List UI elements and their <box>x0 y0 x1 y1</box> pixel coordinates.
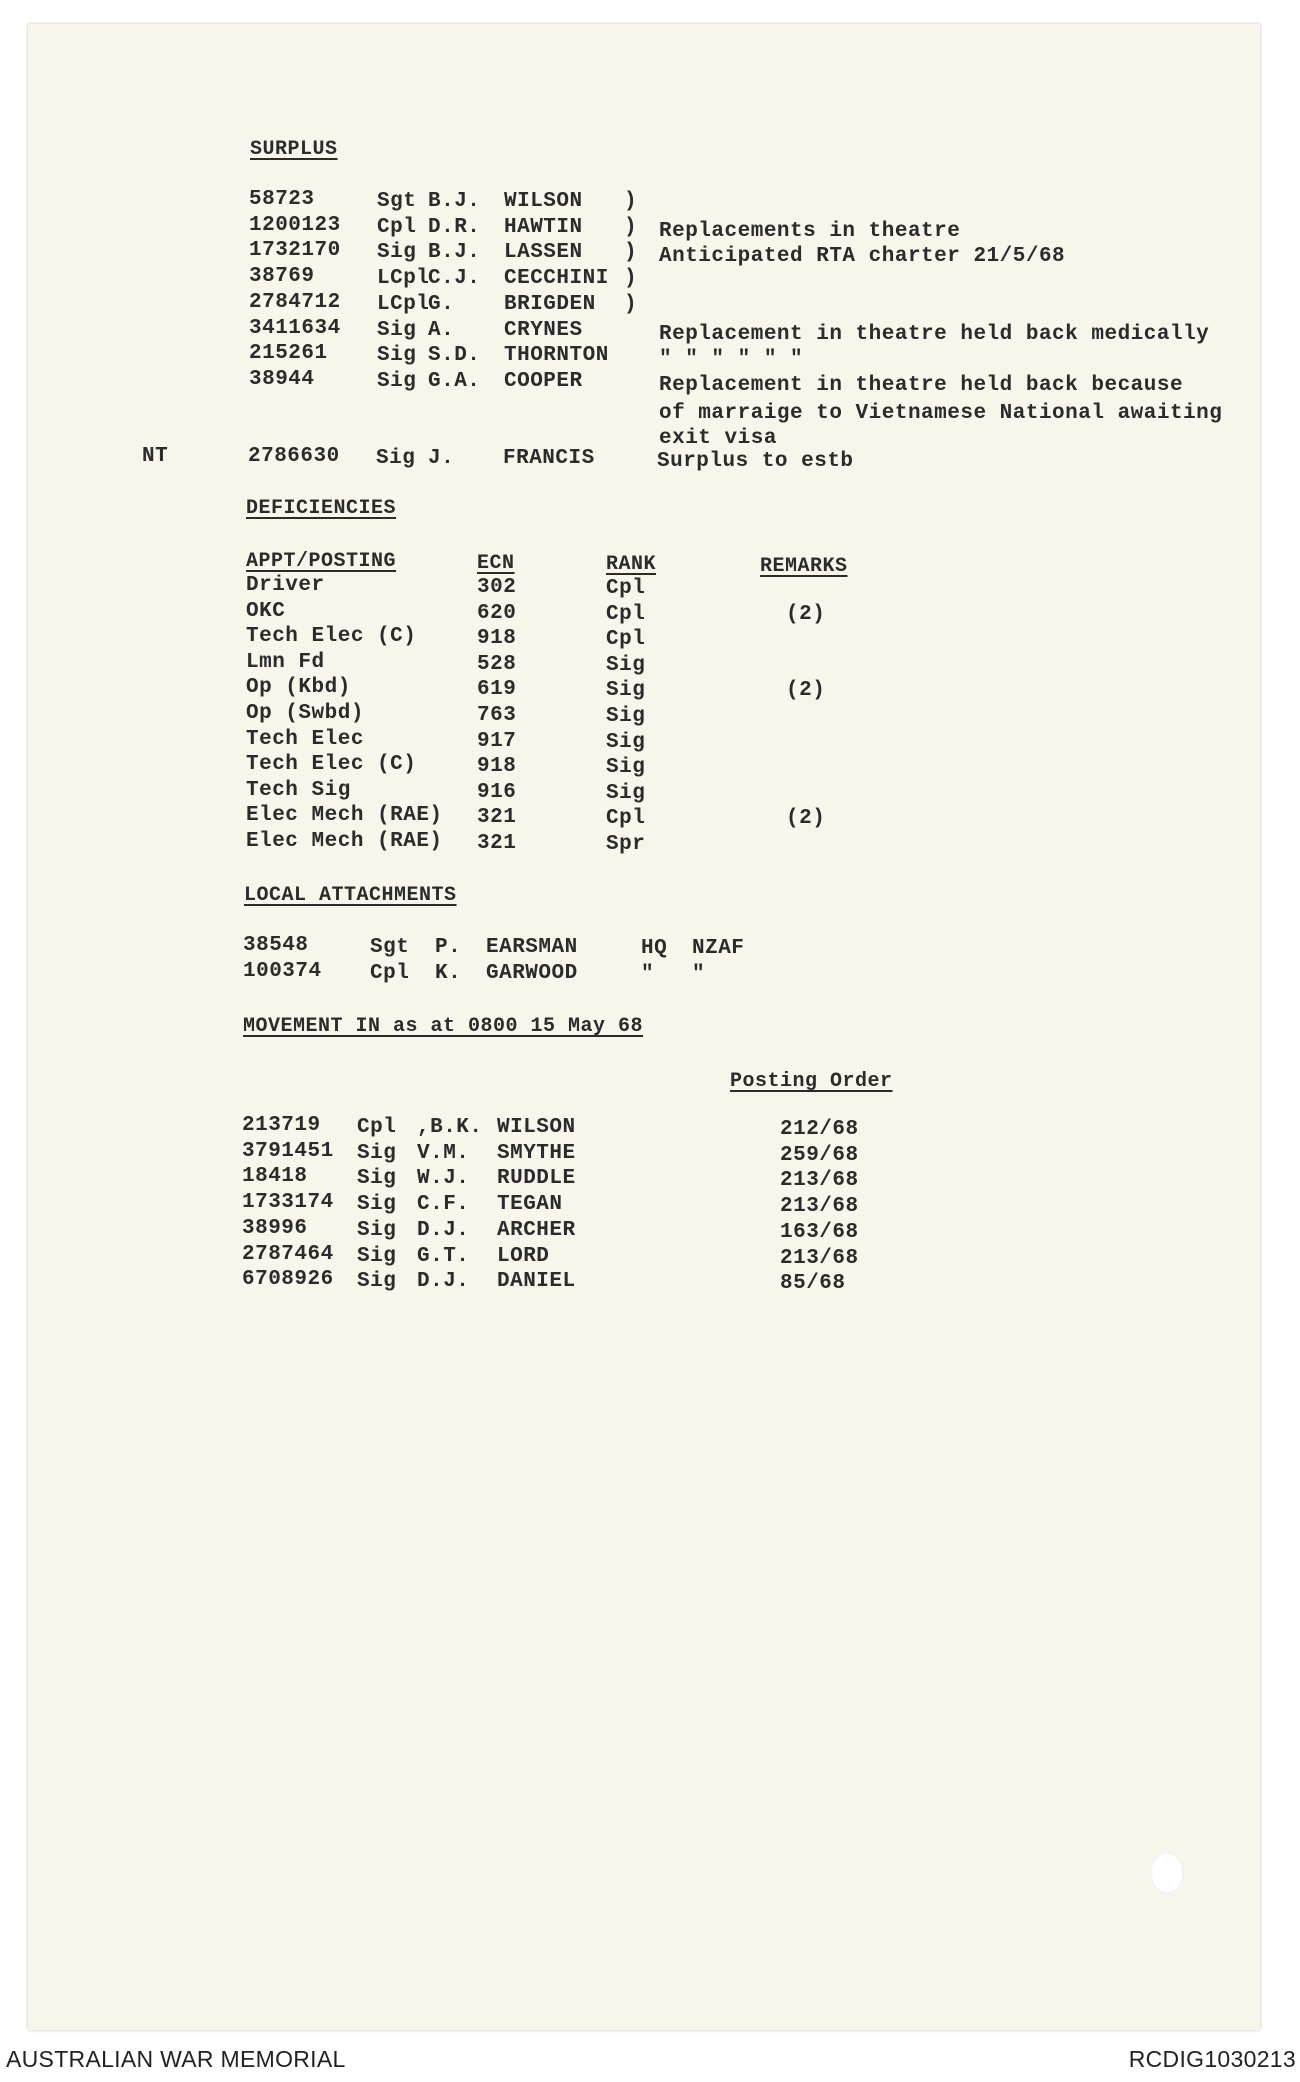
appt-posting: Elec Mech (RAE) <box>246 830 443 853</box>
rank: Sig <box>357 1270 397 1293</box>
rank: Spr <box>606 833 646 856</box>
surname: COOPER <box>504 370 583 393</box>
surname: GARWOOD <box>486 962 578 985</box>
col-header-ecn: ECN <box>477 552 515 575</box>
rank: Cpl <box>606 807 646 830</box>
appt-posting: Tech Elec (C) <box>246 753 417 776</box>
surname: EARSMAN <box>486 936 578 959</box>
rank: Sig <box>606 756 646 779</box>
surname: DANIEL <box>497 1270 576 1293</box>
rank: Sig <box>357 1219 397 1242</box>
rank: Sig <box>606 705 646 728</box>
ecn: 528 <box>477 653 517 676</box>
initials: D.J. <box>417 1219 470 1242</box>
remark: (2) <box>786 603 826 626</box>
service-number: 38548 <box>243 934 309 957</box>
service-number: 38944 <box>249 368 315 391</box>
appt-posting: Lmn Fd <box>246 651 325 674</box>
surname: CECCHINI <box>504 267 609 290</box>
surname: BRIGDEN <box>504 293 596 316</box>
col-header-rank: RANK <box>606 553 657 576</box>
service-number: 2784712 <box>249 291 341 314</box>
surname: HAWTIN <box>504 216 583 239</box>
service-number: 213719 <box>242 1114 321 1137</box>
ecn: 918 <box>477 627 517 650</box>
rank: Sig <box>377 370 417 393</box>
local-attachments-heading: LOCAL ATTACHMENTS <box>244 884 457 907</box>
rank: Cpl <box>606 628 646 651</box>
rank: Sig <box>377 344 417 367</box>
service-number: 1732170 <box>249 239 341 262</box>
deficiencies-heading: DEFICIENCIES <box>246 497 397 520</box>
service-number: 1200123 <box>249 214 341 237</box>
punch-hole <box>1150 1852 1184 1894</box>
ecn: 620 <box>477 602 517 625</box>
initials: D.J. <box>417 1270 470 1293</box>
service-number: 2787464 <box>242 1243 334 1266</box>
rank: Sig <box>357 1193 397 1216</box>
rank: Cpl <box>606 577 646 600</box>
posting-order: 213/68 <box>780 1195 859 1218</box>
force: " <box>692 963 706 986</box>
col-header-appt: APPT/POSTING <box>246 550 397 573</box>
surname: WILSON <box>504 190 583 213</box>
remark: Replacements in theatre <box>659 220 961 243</box>
surname: TEGAN <box>497 1193 563 1216</box>
bracket: ) <box>624 293 638 316</box>
rank: Sig <box>357 1142 397 1165</box>
rank: Cpl <box>370 962 410 985</box>
bracket: ) <box>624 267 638 290</box>
surname: CRYNES <box>504 319 583 342</box>
rank: LCpl <box>377 293 430 316</box>
initials: G. <box>428 293 455 316</box>
posting-order: 85/68 <box>780 1272 846 1295</box>
appt-posting: Tech Elec <box>246 728 364 751</box>
rank: Sig <box>357 1245 397 1268</box>
force: NZAF <box>692 937 745 960</box>
surplus-cooper-remark-cont: exit visa <box>659 427 777 450</box>
rank: Cpl <box>377 216 417 239</box>
ecn: 763 <box>477 704 517 727</box>
initials: B.J. <box>428 241 481 264</box>
surname: LASSEN <box>504 241 583 264</box>
ecn: 918 <box>477 755 517 778</box>
rank: Sgt <box>370 936 410 959</box>
appt-posting: Driver <box>246 574 325 597</box>
remark: Replacement in theatre held back because <box>659 374 1184 397</box>
rank: Sig <box>357 1167 397 1190</box>
appt-posting: Elec Mech (RAE) <box>246 804 443 827</box>
service-number: 38996 <box>242 1217 308 1240</box>
surname: FRANCIS <box>503 447 595 470</box>
surname: RUDDLE <box>497 1167 576 1190</box>
service-number: 6708926 <box>242 1268 334 1291</box>
bracket: ) <box>624 216 638 239</box>
posting-order: 212/68 <box>780 1118 859 1141</box>
rank: Sig <box>377 241 417 264</box>
appt-posting: Op (Swbd) <box>246 702 364 725</box>
rank: Sgt <box>377 190 417 213</box>
service-number: 100374 <box>243 960 322 983</box>
surname: SMYTHE <box>497 1142 576 1165</box>
initials: D.R. <box>428 216 481 239</box>
rank: Sig <box>606 782 646 805</box>
appt-posting: Op (Kbd) <box>246 676 351 699</box>
footer-catalogue-id: RCDIG1030213 <box>1128 2046 1296 2072</box>
service-number: 18418 <box>242 1165 308 1188</box>
surname: THORNTON <box>504 344 609 367</box>
initials: C.J. <box>428 267 481 290</box>
initials: J. <box>428 447 455 470</box>
bracket: ) <box>624 190 638 213</box>
surplus-cooper-remark-cont: of marraige to Vietnamese National awaiting <box>659 402 1223 425</box>
surplus-heading: SURPLUS <box>250 138 338 161</box>
remark: (2) <box>786 807 826 830</box>
service-number: 1733174 <box>242 1191 334 1214</box>
margin-note: NT <box>142 445 169 468</box>
posting-order: 213/68 <box>780 1169 859 1192</box>
service-number: 2786630 <box>248 445 340 468</box>
ecn: 321 <box>477 832 517 855</box>
initials: A. <box>428 319 455 342</box>
remark: Anticipated RTA charter 21/5/68 <box>659 245 1066 268</box>
initials: K. <box>435 962 462 985</box>
rank: Sig <box>606 679 646 702</box>
rank: Sig <box>377 319 417 342</box>
unit: HQ <box>641 937 668 960</box>
remark: Replacement in theatre held back medically <box>659 323 1210 346</box>
appt-posting: Tech Sig <box>246 779 351 802</box>
posting-order: 163/68 <box>780 1221 859 1244</box>
rank: Sig <box>376 447 416 470</box>
ecn: 916 <box>477 781 517 804</box>
initials: V.M. <box>417 1142 470 1165</box>
movement-in-heading: MOVEMENT IN as at 0800 15 May 68 <box>243 1015 644 1038</box>
col-header-remarks: REMARKS <box>760 555 848 578</box>
rank: Cpl <box>606 603 646 626</box>
rank: LCpl <box>377 267 430 290</box>
initials: G.A. <box>428 370 481 393</box>
remark: " " " " " " <box>659 348 804 371</box>
initials: P. <box>435 936 462 959</box>
bracket: ) <box>624 241 638 264</box>
service-number: 38769 <box>249 265 315 288</box>
rank: Cpl <box>357 1116 397 1139</box>
surname: ARCHER <box>497 1219 576 1242</box>
rank: Sig <box>606 654 646 677</box>
initials: ,B.K. <box>417 1116 483 1139</box>
appt-posting: Tech Elec (C) <box>246 625 417 648</box>
service-number: 58723 <box>249 188 315 211</box>
service-number: 3791451 <box>242 1140 334 1163</box>
service-number: 3411634 <box>249 317 341 340</box>
initials: G.T. <box>417 1245 470 1268</box>
ecn: 619 <box>477 678 517 701</box>
initials: W.J. <box>417 1167 470 1190</box>
remark: Surplus to estb <box>657 450 854 473</box>
posting-order: 259/68 <box>780 1144 859 1167</box>
ecn: 917 <box>477 730 517 753</box>
service-number: 215261 <box>249 342 328 365</box>
rank: Sig <box>606 731 646 754</box>
ecn: 302 <box>477 576 517 599</box>
initials: S.D. <box>428 344 481 367</box>
surname: LORD <box>497 1245 550 1268</box>
unit: " <box>641 963 655 986</box>
initials: B.J. <box>428 190 481 213</box>
ecn: 321 <box>477 806 517 829</box>
posting-order: 213/68 <box>780 1247 859 1270</box>
footer-institution: AUSTRALIAN WAR MEMORIAL <box>6 2046 346 2072</box>
surname: WILSON <box>497 1116 576 1139</box>
remark: (2) <box>786 679 826 702</box>
posting-order-header: Posting Order <box>730 1070 893 1093</box>
appt-posting: OKC <box>246 600 286 623</box>
initials: C.F. <box>417 1193 470 1216</box>
